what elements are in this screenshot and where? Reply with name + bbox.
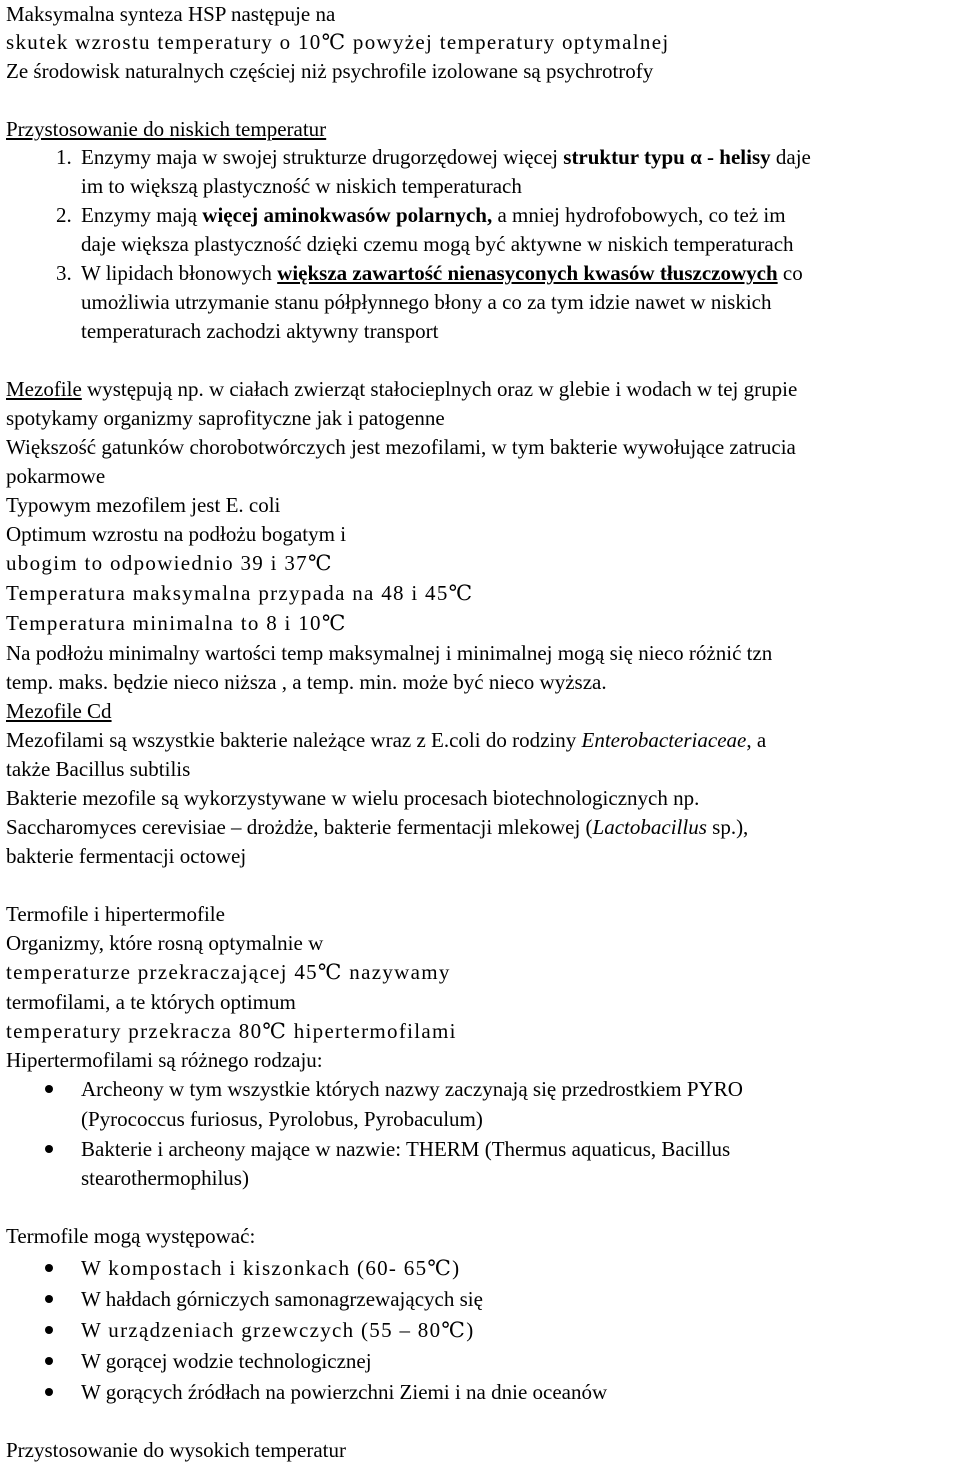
- list-item: W gorących źródłach na powierzchni Ziemi i na dnie oceanów: [81, 1380, 608, 1404]
- intro-line-3: Ze środowisk naturalnych częściej niż psychrofile izolowane są psychrotrofy: [6, 59, 654, 83]
- list-item-1-cont: im to większą plastyczność w niskich temperaturach: [81, 174, 522, 198]
- section-heading-termofile: Termofile i hipertermofile: [6, 902, 225, 926]
- list-number: 1.: [56, 145, 72, 169]
- section-heading-mezofile-cd: [6, 697, 112, 725]
- termofile-line-2: temperaturze przekraczającej 45℃ nazywamy: [6, 960, 451, 984]
- mezofile-cd-line-5: bakterie fermentacji octowej: [6, 844, 247, 868]
- list-number: 2.: [56, 203, 72, 227]
- termofile-line-3: termofilami, a te których optimum: [6, 990, 296, 1014]
- bullet-icon: [45, 1085, 53, 1093]
- bullet-icon: [45, 1357, 53, 1365]
- mezofile-cd-line-2: także Bacillus subtilis: [6, 757, 191, 781]
- bullet-icon: [45, 1264, 53, 1272]
- mezofile-line-3: Większość gatunków chorobotwórczych jest mezofilami, w tym bakterie wywołujące zatrucia: [6, 435, 796, 459]
- list-item: W gorącej wodzie technologicznej: [81, 1349, 372, 1373]
- mezofile-line-11: temp. maks. będzie nieco niższa , a temp. min. może być nieco wyższa.: [6, 670, 607, 694]
- mezofile-line-6: Optimum wzrostu na podłożu bogatym i: [6, 522, 347, 546]
- bullet-icon: [45, 1295, 53, 1303]
- mezofile-line-10: Na podłożu minimalny wartości temp maksymalnej i minimalnej mogą się nieco różnić tzn: [6, 641, 773, 665]
- heading-text: Przystosowanie do niskich temperatur: [6, 117, 327, 141]
- mezofile-line-2: spotykamy organizmy saprofityczne jak i patogenne: [6, 406, 445, 430]
- list-item: Archeony w tym wszystkie których nazwy zaczynają się przedrostkiem PYRO: [81, 1077, 743, 1101]
- mezofile-cd-line-4: Saccharomyces cerevisiae – drożdże, bakterie fermentacji mlekowej (Lactobacillus sp.),: [6, 815, 749, 839]
- bullet-icon: [45, 1145, 53, 1153]
- termofile-line-4: temperatury przekracza 80℃ hipertermofilami: [6, 1019, 457, 1043]
- mezofile-line-8: Temperatura maksymalna przypada na 48 i 45℃: [6, 581, 474, 605]
- bullet-icon: [45, 1388, 53, 1396]
- list-item: W hałdach górniczych samonagrzewających się: [81, 1287, 483, 1311]
- section-heading-low-temp: [6, 115, 326, 143]
- mezofile-line-7: ubogim to odpowiednio 39 i 37℃: [6, 551, 333, 575]
- list-item-3-cont2: temperaturach zachodzi aktywny transport: [81, 319, 439, 343]
- termofile-line-5: Hipertermofilami są różnego rodzaju:: [6, 1048, 323, 1072]
- list-item-3-cont: umożliwia utrzymanie stanu półpłynnego błony a co za tym idzie nawet w niskich: [81, 290, 772, 314]
- intro-line-1: Maksymalna synteza HSP następuje na: [6, 2, 336, 26]
- section-heading-wystepowanie: Termofile mogą występować:: [6, 1224, 256, 1248]
- mezofile-line-9: Temperatura minimalna to 8 i 10℃: [6, 611, 347, 635]
- list-item-cont: stearothermophilus): [81, 1166, 249, 1190]
- mezofile-line-5: Typowym mezofilem jest E. coli: [6, 493, 281, 517]
- list-item-1: Enzymy maja w swojej strukturze drugorzędowej więcej struktur typu α - helisy daje: [81, 145, 811, 169]
- list-item: W urządzeniach grzewczych (55 – 80℃): [81, 1318, 475, 1342]
- list-item: W kompostach i kiszonkach (60- 65℃): [81, 1256, 461, 1280]
- list-item-2-cont: daje większa plastyczność dzięki czemu mogą być aktywne w niskich temperaturach: [81, 232, 794, 256]
- mezofile-cd-line-1: Mezofilami są wszystkie bakterie należące wraz z E.coli do rodziny Enterobacteriaceae, a: [6, 728, 767, 752]
- mezofile-line-1: Mezofile występują np. w ciałach zwierząt stałocieplnych oraz w glebie i wodach w tej grupie: [6, 377, 798, 401]
- section-heading-high-temp: Przystosowanie do wysokich temperatur: [6, 1438, 347, 1462]
- mezofile-cd-line-3: Bakterie mezofile są wykorzystywane w wielu procesach biotechnologicznych np.: [6, 786, 700, 810]
- list-item-3: W lipidach błonowych większa zawartość nienasyconych kwasów tłuszczowych co: [81, 261, 803, 285]
- intro-line-2: skutek wzrostu temperatury o 10℃ powyżej temperatury optymalnej: [6, 30, 670, 54]
- list-item-cont: (Pyrococcus furiosus, Pyrolobus, Pyrobaculum): [81, 1107, 483, 1131]
- list-item-2: Enzymy mają więcej aminokwasów polarnych, a mniej hydrofobowych, co też im: [81, 203, 786, 227]
- termofile-line-1: Organizmy, które rosną optymalnie w: [6, 931, 324, 955]
- list-number: 3.: [56, 261, 72, 285]
- list-item: Bakterie i archeony mające w nazwie: THERM (Thermus aquaticus, Bacillus: [81, 1137, 731, 1161]
- bullet-icon: [45, 1326, 53, 1334]
- mezofile-line-4: pokarmowe: [6, 464, 106, 488]
- heading-text: Mezofile Cd: [6, 699, 112, 723]
